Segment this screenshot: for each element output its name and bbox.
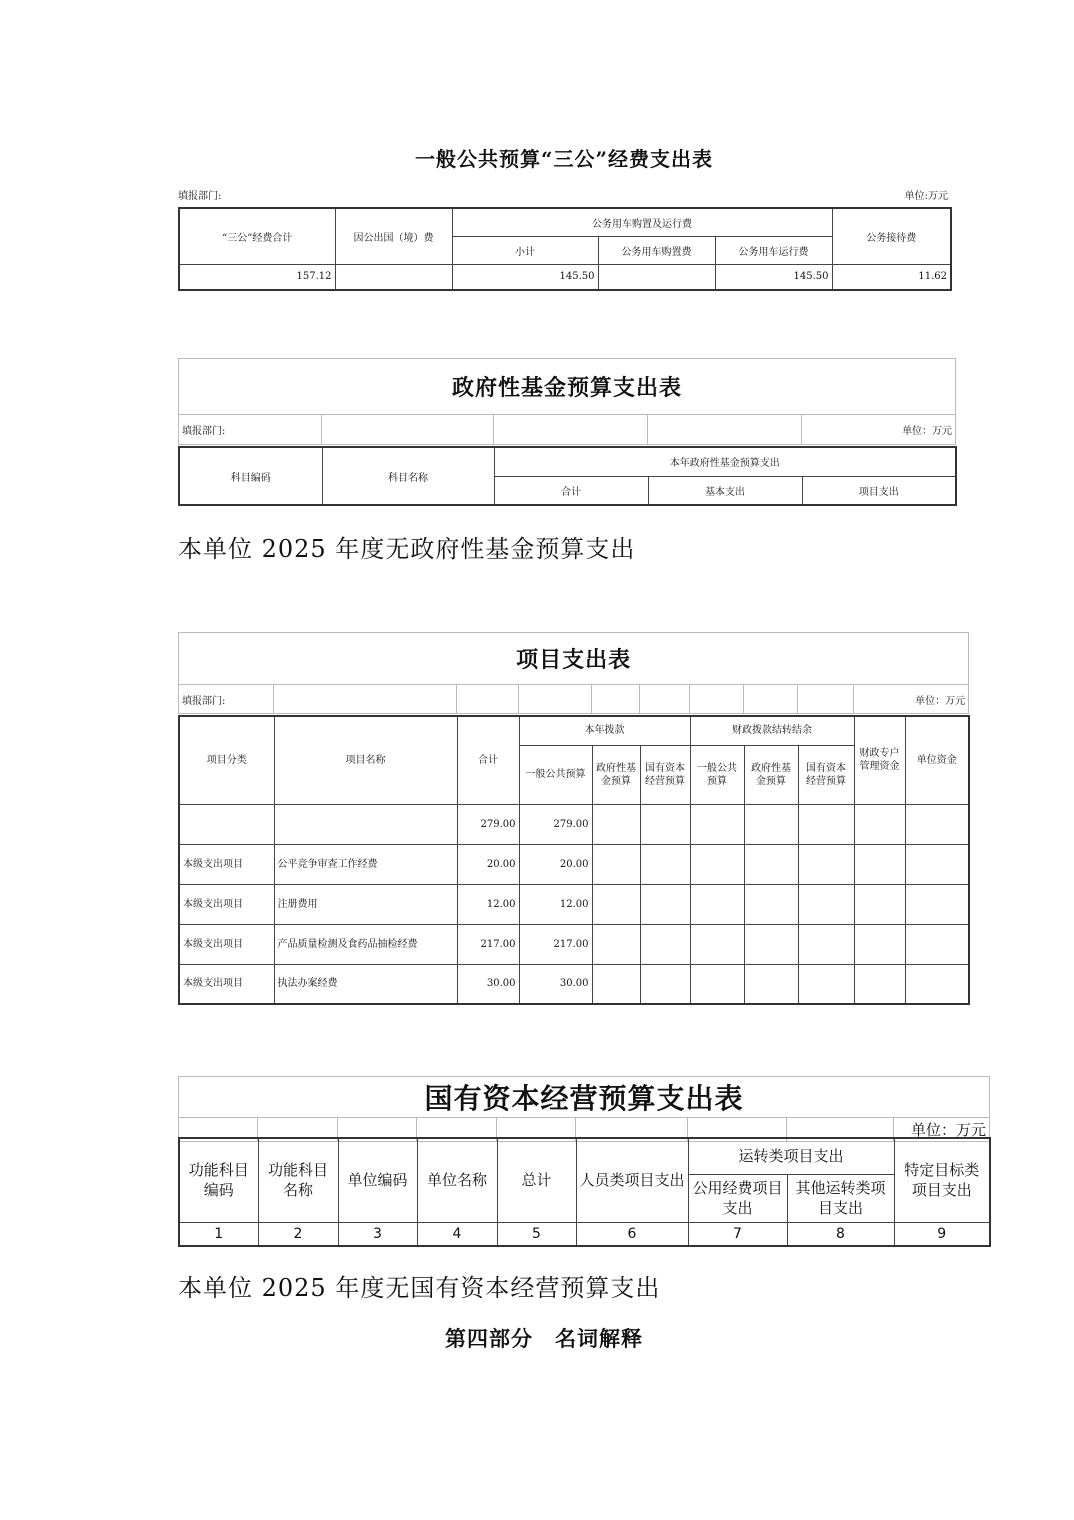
cell-category bbox=[179, 804, 274, 844]
header-gov-fund: 政府性基金预算 bbox=[592, 745, 640, 804]
header-func-name: 功能科目名称 bbox=[258, 1138, 338, 1222]
cell-name: 注册费用 bbox=[274, 884, 457, 924]
header-carry-state-capital: 国有资本经营预算 bbox=[798, 745, 854, 804]
column-number: 3 bbox=[338, 1222, 417, 1246]
header-transfer-group: 运转类项目支出 bbox=[688, 1138, 894, 1174]
header-project: 项目支出 bbox=[802, 476, 956, 505]
table4-head bbox=[178, 1076, 990, 1142]
table4 bbox=[178, 1137, 991, 1247]
header-carry-group: 财政拨款结转结余 bbox=[690, 716, 854, 745]
header-group: 本年政府性基金预算支出 bbox=[494, 447, 956, 476]
column-number: 2 bbox=[258, 1222, 338, 1246]
column-number: 9 bbox=[894, 1222, 990, 1246]
table3-blank bbox=[457, 685, 519, 714]
section-heading: 第四部分 名词解释 bbox=[445, 1326, 643, 1351]
header-name: 项目名称 bbox=[274, 716, 457, 804]
cell-total: 12.00 bbox=[457, 884, 519, 924]
cell-operation: 145.50 bbox=[715, 264, 832, 290]
cell-category: 本级支出项目 bbox=[179, 884, 274, 924]
table-row bbox=[179, 884, 969, 924]
cell-general: 12.00 bbox=[519, 884, 592, 924]
cell-general: 20.00 bbox=[519, 844, 592, 884]
header-purchase: 公务用车购置费 bbox=[598, 236, 715, 264]
cell-category: 本级支出项目 bbox=[179, 924, 274, 964]
table1 bbox=[178, 207, 952, 291]
header-current-group: 本年拨款 bbox=[519, 716, 690, 745]
header-func-code: 功能科目编码 bbox=[179, 1138, 258, 1222]
table3-blank bbox=[519, 685, 592, 714]
table3-blank bbox=[798, 685, 854, 714]
table3-blank bbox=[690, 685, 744, 714]
table4-note: 本单位 2025 年度无国有资本经营预算支出 bbox=[178, 1274, 661, 1302]
cell-total: 157.12 bbox=[179, 264, 335, 290]
column-number: 6 bbox=[576, 1222, 688, 1246]
table-row bbox=[179, 964, 969, 1004]
table2 bbox=[178, 358, 956, 445]
header-subtotal: 小计 bbox=[452, 236, 598, 264]
table2-blank bbox=[322, 415, 494, 445]
header-public-funds: 公用经费项目支出 bbox=[688, 1174, 787, 1222]
header-special-account: 财政专户管理资金 bbox=[854, 716, 905, 804]
header-category: 项目分类 bbox=[179, 716, 274, 804]
header-other-transfer: 其他运转类项目支出 bbox=[787, 1174, 894, 1222]
table2-filler-label: 填报部门: bbox=[179, 415, 322, 445]
table3-blank bbox=[592, 685, 640, 714]
table2-title: 政府性基金预算支出表 bbox=[179, 359, 956, 415]
header-abroad: 因公出国（境）费 bbox=[335, 208, 452, 264]
cell-total: 279.00 bbox=[457, 804, 519, 844]
column-number: 5 bbox=[497, 1222, 576, 1246]
header-carry-general: 一般公共预算 bbox=[690, 745, 744, 804]
header-state-capital: 国有资本经营预算 bbox=[640, 745, 690, 804]
table4-unit-label: 单位：万元 bbox=[894, 1118, 990, 1142]
cell-name: 执法办案经费 bbox=[274, 964, 457, 1004]
header-total: 合计 bbox=[457, 716, 519, 804]
table3-unit-label: 单位：万元 bbox=[854, 685, 969, 714]
cell-category: 本级支出项目 bbox=[179, 844, 274, 884]
cell-name: 产品质量检测及食药品抽检经费 bbox=[274, 924, 457, 964]
table2-unit-label: 单位：万元 bbox=[802, 415, 956, 445]
table-row bbox=[179, 924, 969, 964]
table-row bbox=[179, 804, 969, 844]
header-carry-gov-fund: 政府性基金预算 bbox=[744, 745, 798, 804]
header-personnel: 人员类项目支出 bbox=[576, 1138, 688, 1222]
cell-name: 公平竞争审查工作经费 bbox=[274, 844, 457, 884]
table3-blank bbox=[640, 685, 690, 714]
column-number: 1 bbox=[179, 1222, 258, 1246]
header-code: 科目编码 bbox=[179, 447, 322, 505]
cell-general: 30.00 bbox=[519, 964, 592, 1004]
cell-name bbox=[274, 804, 457, 844]
header-basic: 基本支出 bbox=[648, 476, 802, 505]
table3-head bbox=[178, 632, 969, 714]
table1-filler-label: 填报部门: bbox=[178, 191, 222, 202]
header-reception: 公务接待费 bbox=[832, 208, 951, 264]
table2-blank bbox=[648, 415, 802, 445]
cell-subtotal: 145.50 bbox=[452, 264, 598, 290]
table2-note: 本单位 2025 年度无政府性基金预算支出 bbox=[178, 535, 636, 563]
cell-abroad bbox=[335, 264, 452, 290]
header-vehicle-group: 公务用车购置及运行费 bbox=[452, 208, 832, 236]
cell-category: 本级支出项目 bbox=[179, 964, 274, 1004]
header-unit-code: 单位编码 bbox=[338, 1138, 417, 1222]
column-number: 4 bbox=[417, 1222, 497, 1246]
cell-total: 217.00 bbox=[457, 924, 519, 964]
table4-title: 国有资本经营预算支出表 bbox=[179, 1077, 990, 1118]
header-total: 合计 bbox=[494, 476, 648, 505]
header-operation: 公务用车运行费 bbox=[715, 236, 832, 264]
table3 bbox=[178, 715, 970, 1005]
header-unit-fund: 单位资金 bbox=[905, 716, 969, 804]
cell-reception: 11.62 bbox=[832, 264, 951, 290]
table1-title: 一般公共预算“三公”经费支出表 bbox=[414, 147, 713, 171]
header-total: “三公”经费合计 bbox=[179, 208, 335, 264]
table-row bbox=[179, 844, 969, 884]
header-specific: 特定目标类项目支出 bbox=[894, 1138, 990, 1222]
header-general: 一般公共预算 bbox=[519, 745, 592, 804]
table3-blank bbox=[274, 685, 457, 714]
column-number: 7 bbox=[688, 1222, 787, 1246]
header-unit-name: 单位名称 bbox=[417, 1138, 497, 1222]
cell-total: 30.00 bbox=[457, 964, 519, 1004]
table2-blank bbox=[494, 415, 648, 445]
table3-blank bbox=[744, 685, 798, 714]
cell-purchase bbox=[598, 264, 715, 290]
table3-filler-label: 填报部门: bbox=[179, 685, 274, 714]
cell-total: 20.00 bbox=[457, 844, 519, 884]
table1-unit-label: 单位:万元 bbox=[904, 191, 948, 202]
cell-general: 279.00 bbox=[519, 804, 592, 844]
column-number: 8 bbox=[787, 1222, 894, 1246]
header-name: 科目名称 bbox=[322, 447, 494, 505]
cell-general: 217.00 bbox=[519, 924, 592, 964]
table3-title: 项目支出表 bbox=[179, 633, 969, 685]
table2-body bbox=[178, 446, 957, 506]
header-total: 总计 bbox=[497, 1138, 576, 1222]
